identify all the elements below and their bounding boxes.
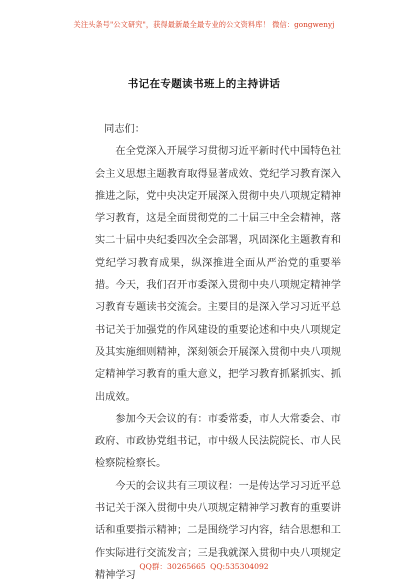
body-paragraph-2: 参加今天会议的有：市委常委，市人大常委会、市政府、市政协党组书记，市中级人民法院院长、市人民检察院检察长。 [95, 413, 341, 470]
body-paragraph-3: 今天的会议共有三项议程：一是传达学习习近平总书记关于深入贯彻中央八项规定精神学习教育的重要讲话和重要指示精神；二是围绕学习内容，结合思想和工作实际进行交流发言；三是我就深入贯彻中央八项规定精神学习 [95, 480, 341, 581]
footer-contact [0, 561, 408, 572]
footer-qq: QQ:535304092 [210, 562, 269, 571]
body-paragraph-1: 在全党深入开展学习贯彻习近平新时代中国特色社会主义思想主题教育取得显著成效、党纪学习教育深入推进之际，党中央决定开展深入贯彻中央八项规定精神学习教育，这是全面贯彻党的二十届三中全会精神，落实二十届中央纪委四次全会部署，巩固深化主题教育和党纪学习教育成果，纵深推进全面从严治党的重要举措。今天，我们召开市委深入贯彻中央八项规定精神学习教育专题读书交流会。主要目的是深入学习习近平总书记关于加强党的作风建设的重要论述和中央八项规定及其实施细则精神，深刻领会开展深入贯彻中央八项规定精神学习教育的重大意义，把学习教育抓紧抓实、抓出成效。 [95, 146, 341, 403]
document-body [95, 119, 341, 587]
salutation: 同志们： [104, 124, 145, 135]
header-banner: 关注头条号"公文研究"，获得最新最全最专业的公文资料库！ 微信：gongwenyj [73, 20, 335, 29]
document-title: 书记在专题读书班上的主持讲话 [127, 78, 281, 90]
footer-qq-group: QQ群：30265665 [139, 562, 206, 571]
